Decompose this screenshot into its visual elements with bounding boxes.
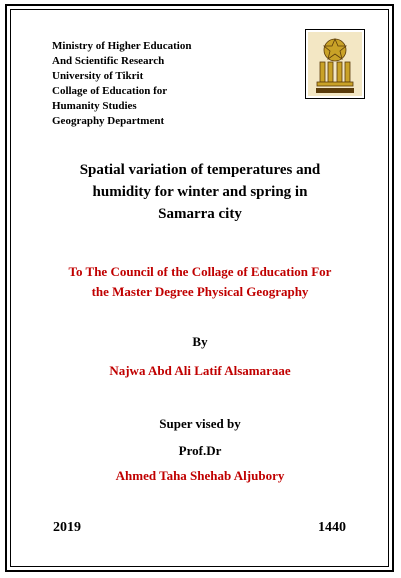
institution-line: Geography Department <box>52 115 165 127</box>
title-line: humidity for winter and spring in <box>92 184 308 200</box>
by-label: By <box>192 334 208 349</box>
council-line: To The Council of the Collage of Education For <box>68 264 332 279</box>
title-line: Samarra city <box>158 206 242 222</box>
year-gregorian: 2019 <box>53 520 81 535</box>
title-line: Spatial variation of temperatures and <box>79 162 321 178</box>
council-line: the Master Degree Physical Geography <box>91 284 309 299</box>
institution-line: Humanity Studies <box>52 100 137 112</box>
council-statement <box>30 262 370 302</box>
institution-line: University of Tikrit <box>52 70 144 82</box>
institution-line: Collage of Education for <box>52 85 168 97</box>
university-emblem-icon <box>308 32 362 96</box>
university-logo <box>305 29 365 99</box>
institution-line: And Scientific Research <box>52 55 165 67</box>
year-hijri: 1440 <box>318 520 346 535</box>
prof-label: Prof.Dr <box>178 443 222 458</box>
thesis-title <box>30 159 370 225</box>
institution-line: Ministry of Higher Education <box>52 40 192 52</box>
supervised-label: Super vised by <box>159 416 241 431</box>
supervisor-name: Ahmed Taha Shehab Aljubory <box>115 468 285 483</box>
institution-block <box>52 39 191 129</box>
author-name: Najwa Abd Ali Latif Alsamaraae <box>109 363 291 378</box>
